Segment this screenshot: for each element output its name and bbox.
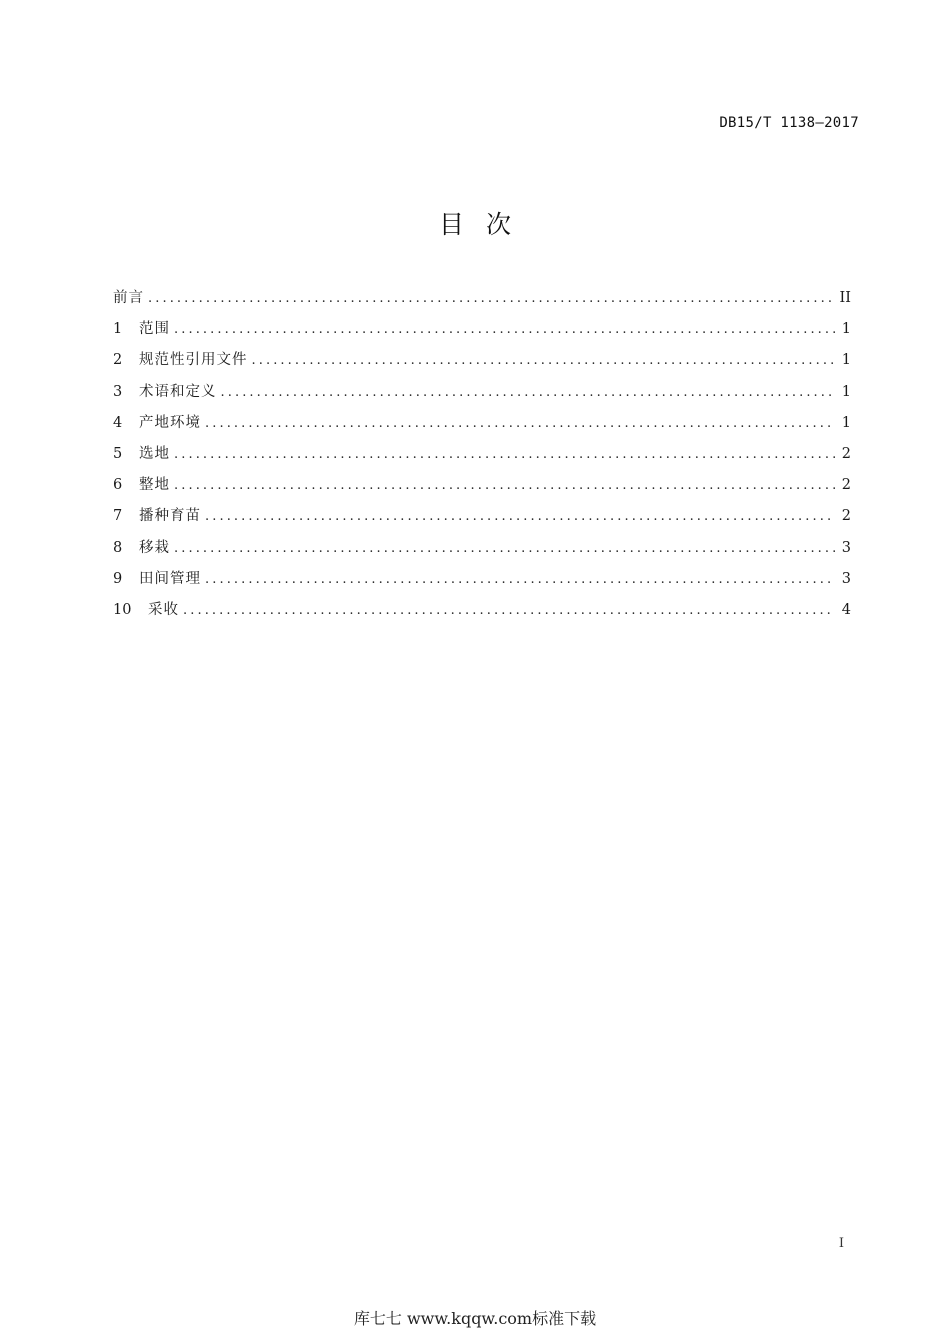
toc-entry-3[interactable]: [113, 380, 851, 411]
dot-leader: [205, 572, 835, 587]
toc-entry-number: 1: [113, 321, 123, 338]
dot-leader: [183, 603, 835, 618]
toc-entry-8[interactable]: [113, 536, 851, 567]
toc-entry-number: 3: [113, 383, 123, 400]
toc-entry-page: 1: [841, 414, 851, 431]
toc-entry-label: 规范性引用文件: [139, 352, 248, 369]
toc-entry-number: 2: [113, 352, 123, 369]
dot-leader: [174, 478, 835, 493]
toc-entry-6[interactable]: [113, 473, 851, 504]
toc-entry-label: 播种育苗: [139, 508, 201, 525]
toc-entry-4[interactable]: [113, 411, 851, 442]
toc-entry-page: 2: [841, 477, 851, 494]
toc-entry-label: 移栽: [139, 539, 170, 556]
dot-leader: [174, 541, 835, 556]
table-of-contents: [113, 286, 851, 629]
dot-leader: [174, 322, 835, 337]
toc-entry-label: 产地环境: [139, 414, 201, 431]
toc-entry-number: 9: [113, 570, 123, 587]
toc-entry-label: 术语和定义: [139, 383, 217, 400]
watermark-text: 库七七 www.kqqw.com标准下载: [353, 1309, 597, 1328]
toc-entry-label: 范围: [139, 321, 170, 338]
toc-entry-number: 7: [113, 508, 123, 525]
toc-entry-page: 1: [841, 321, 851, 338]
toc-entry-5[interactable]: [113, 442, 851, 473]
toc-entry-number: 10: [113, 601, 132, 618]
toc-entry-label: 前言: [113, 290, 144, 306]
toc-entry-number: 8: [113, 539, 123, 556]
toc-entry-label: 选地: [139, 445, 170, 462]
toc-entry-1[interactable]: [113, 317, 851, 348]
dot-leader: [205, 416, 835, 431]
toc-entry-page: II: [839, 290, 851, 306]
toc-entry-9[interactable]: [113, 567, 851, 598]
dot-leader: [148, 291, 834, 306]
toc-entry-label: 田间管理: [139, 570, 201, 587]
dot-leader: [221, 385, 836, 400]
document-code: DB15/T 1138—2017: [719, 115, 859, 131]
page-number: I: [838, 1236, 844, 1251]
toc-entry-page: 1: [841, 383, 851, 400]
toc-entry-page: 2: [841, 508, 851, 525]
toc-entry-label: 采收: [148, 601, 179, 618]
toc-entry-label: 整地: [139, 477, 170, 494]
dot-leader: [205, 509, 835, 524]
toc-entry-number: 6: [113, 477, 123, 494]
toc-entry-number: 5: [113, 445, 123, 462]
toc-entry-page: 1: [841, 352, 851, 369]
dot-leader: [174, 447, 835, 462]
toc-entry-page: 3: [841, 570, 851, 587]
toc-entry-page: 4: [841, 601, 851, 618]
page-title: 目次: [438, 210, 533, 239]
toc-entry-page: 2: [841, 445, 851, 462]
toc-entry-page: 3: [841, 539, 851, 556]
dot-leader: [252, 353, 836, 368]
toc-entry-number: 4: [113, 414, 123, 431]
toc-entry-2[interactable]: [113, 348, 851, 379]
toc-entry-10[interactable]: [113, 598, 851, 629]
toc-entry-foreword[interactable]: [113, 286, 851, 317]
toc-entry-7[interactable]: [113, 504, 851, 535]
